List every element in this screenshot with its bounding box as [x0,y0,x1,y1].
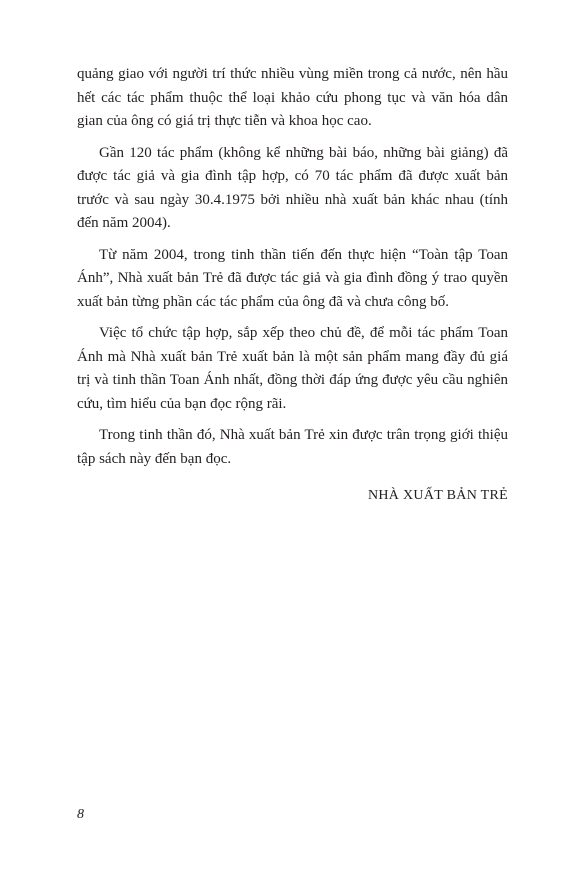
paragraph-organization: Việc tổ chức tập hợp, sắp xếp theo chủ đề, để mỗi tác phẩm Toan Ánh mà Nhà xuất bản Trẻ xuất bản là một sản phẩm mang đầy đủ giá trị và tinh thần Toan Ánh nhất, đồng thời đáp ứng được yêu cầu nghiên cứu, tìm hiểu của bạn đọc rộng rãi. [77,325,508,412]
paragraph-continued: quảng giao với người trí thức nhiều vùng miền trong cả nước, nên hầu hết các tác phẩm thuộc thể loại khảo cứu phong tục và văn hóa dân gian của ông có giá trị thực tiễn và khoa học cao. [77,66,508,129]
paragraph-publishing-rights: Từ năm 2004, trong tinh thần tiến đến thực hiện “Toàn tập Toan Ánh”, Nhà xuất bản Trẻ đã được tác giả và gia đình đồng ý trao quyền xuất bản từng phần các tác phẩm của ông đã và chưa công bố. [77,246,508,310]
page-body [77,63,508,507]
paragraph-introduction: Trong tinh thần đó, Nhà xuất bản Trẻ xin được trân trọng giới thiệu tập sách này đến bạn đọc. [77,427,508,467]
page-number: 8 [77,807,84,822]
paragraph-works-count: Gần 120 tác phẩm (không kể những bài báo, những bài giảng) đã được tác giả và gia đình tập hợp, có 70 tác phẩm đã được xuất bản trước và sau ngày 30.4.1975 bởi nhiều nhà xuất bản khác nhau (tính đến năm 2004). [77,144,508,231]
publisher-signature: NHÀ XUẤT BẢN TRẺ [367,488,508,503]
